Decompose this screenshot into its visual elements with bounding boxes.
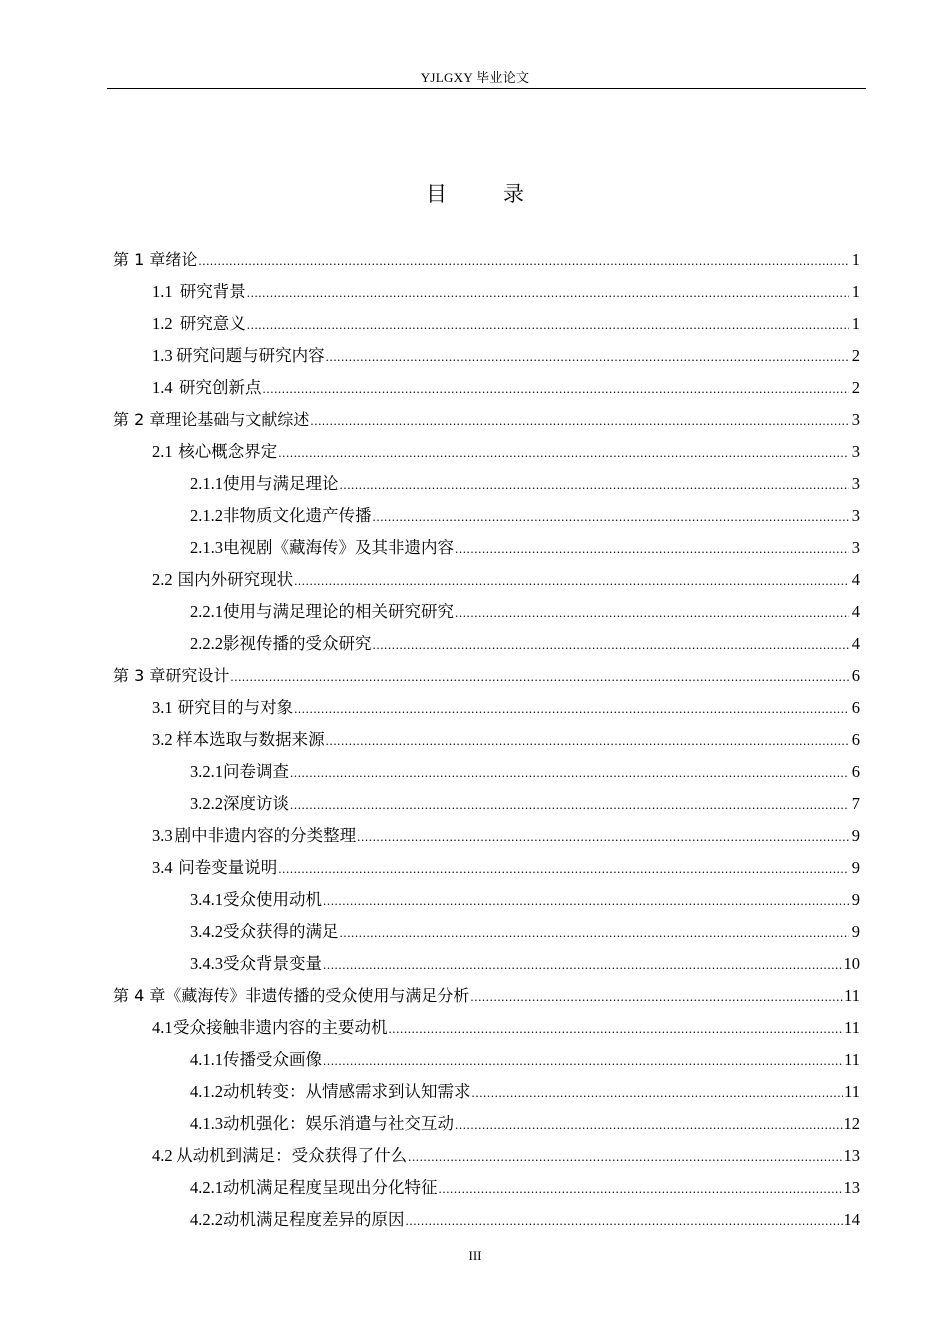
toc-entry-number: 2.1.2 (190, 506, 223, 525)
toc-entry[interactable] (113, 916, 860, 948)
toc-entry-page: 3 (851, 506, 860, 525)
toc-leader-dots (198, 245, 849, 277)
toc-entry-page: 4 (851, 570, 860, 589)
toc-entry-number: 3.4.1 (190, 890, 223, 909)
toc-entry[interactable] (113, 1108, 860, 1140)
toc-entry-number: 1.4 (152, 378, 173, 397)
toc-entry[interactable] (113, 532, 860, 564)
toc-entry-title: 绪论 (165, 250, 198, 269)
toc-entry-title: 核心概念界定 (178, 442, 278, 461)
toc-leader-dots (326, 725, 849, 757)
toc-entry[interactable] (113, 596, 860, 628)
toc-leader-dots (323, 1045, 843, 1077)
toc-entry-page: 1 (851, 282, 860, 301)
toc-entry[interactable] (113, 1172, 860, 1204)
toc-entry-number: 4.2.1 (190, 1178, 223, 1197)
toc-entry-number: 2.2.2 (190, 634, 223, 653)
toc-leader-dots (388, 1013, 843, 1045)
toc-entry-number: 1.3 (152, 346, 173, 365)
toc-leader-dots (290, 789, 849, 821)
toc-entry-number: 4.1.2 (190, 1082, 223, 1101)
toc-leader-dots (230, 661, 849, 693)
toc-entry[interactable] (113, 884, 860, 916)
toc-entry-page: 7 (851, 794, 860, 813)
toc-entry[interactable] (113, 660, 860, 692)
toc-leader-dots (455, 597, 849, 629)
toc-entry-page: 14 (843, 1210, 860, 1229)
toc-entry-number: 4.2 (152, 1146, 173, 1165)
toc-leader-dots (278, 437, 849, 469)
toc-entry-page: 6 (851, 666, 860, 685)
toc-entry-page: 6 (851, 698, 860, 717)
toc-entry[interactable] (113, 372, 860, 404)
toc-leader-dots (326, 341, 849, 373)
toc-leader-dots (373, 501, 850, 533)
toc-leader-dots (357, 821, 849, 853)
running-header: YJLGXY 毕业论文 (420, 70, 530, 85)
toc-entry-number: 4.2.2 (190, 1210, 223, 1229)
toc-entry[interactable] (113, 436, 860, 468)
toc-entry-number: 1.1 (152, 282, 173, 301)
toc-entry-title: 研究目的与对象 (177, 698, 294, 717)
toc-entry-page: 4 (851, 634, 860, 653)
toc-entry-title: 传播受众画像 (223, 1050, 322, 1069)
toc-entry-page: 6 (851, 762, 860, 781)
toc-entry[interactable] (113, 276, 860, 308)
toc-entry-number: 2.1 (152, 442, 173, 461)
toc-leader-dots (278, 853, 849, 885)
toc-entry[interactable] (113, 244, 860, 276)
toc-entry-page: 9 (851, 922, 860, 941)
toc-entry-page: 9 (851, 826, 860, 845)
toc-entry-number: 4.1 (152, 1018, 173, 1037)
toc-entry-title: 电视剧《藏海传》及其非遗内容 (223, 538, 454, 557)
toc-entry-number: 4.1.3 (190, 1114, 223, 1133)
toc-entry[interactable] (113, 692, 860, 724)
toc-entry[interactable] (113, 628, 860, 660)
toc-entry-number: 2.2 (152, 570, 173, 589)
toc-entry[interactable] (113, 948, 860, 980)
toc-entry-page: 6 (851, 730, 860, 749)
toc-entry-page: 9 (851, 858, 860, 877)
toc-leader-dots (340, 917, 850, 949)
toc-entry-page: 10 (843, 954, 860, 973)
toc-entry-number: 2.1.1 (190, 474, 223, 493)
toc-entry-page: 11 (844, 1050, 860, 1069)
toc-entry[interactable] (113, 308, 860, 340)
toc-entry[interactable] (113, 756, 860, 788)
toc-entry-page: 11 (844, 1018, 860, 1037)
toc-entry-number: 第 2 章 (113, 410, 166, 429)
toc-entry-title: 从动机到满足：受众获得了什么 (176, 1146, 408, 1165)
toc-entry-title: 问卷调查 (223, 762, 289, 781)
toc-title-char-1: 目 (426, 182, 447, 206)
toc-entry[interactable] (113, 724, 860, 756)
toc-entry-title: 动机满足程度差异的原因 (223, 1210, 405, 1229)
toc-entry[interactable] (113, 340, 860, 372)
toc-entry-number: 第 3 章 (113, 666, 166, 685)
toc-entry[interactable] (113, 1076, 860, 1108)
toc-title-char-2: 录 (503, 182, 524, 206)
header-rule (107, 88, 866, 89)
toc-entry-number: 2.1.3 (190, 538, 223, 557)
toc-entry[interactable] (113, 1140, 860, 1172)
toc-leader-dots (470, 981, 843, 1013)
toc-entry-page: 2 (851, 378, 860, 397)
toc-leader-dots (455, 533, 849, 565)
toc-entry-number: 第 4 章 (113, 986, 166, 1005)
toc-entry-title: 理论基础与文献综述 (165, 410, 310, 429)
toc-leader-dots (247, 309, 849, 341)
toc-leader-dots (373, 629, 850, 661)
toc-leader-dots (406, 1205, 843, 1237)
toc-entry[interactable] (113, 564, 860, 596)
toc-entry-number: 4.1.1 (190, 1050, 223, 1069)
toc-entry-number: 3.2.1 (190, 762, 223, 781)
toc-entry-title: 样本选取与数据来源 (176, 730, 325, 749)
toc-entry-title: 使用与满足理论 (223, 474, 339, 493)
toc-entry-title: 深度访谈 (223, 794, 289, 813)
toc-title (0, 178, 950, 208)
toc-entry-number: 第 1 章 (113, 250, 166, 269)
toc-leader-dots (455, 1109, 843, 1141)
toc-entry-page: 1 (851, 314, 860, 333)
toc-entry-page: 11 (844, 986, 860, 1005)
toc-entry-page: 11 (844, 1082, 860, 1101)
toc-entry-number: 3.4.2 (190, 922, 223, 941)
toc-entry-title: 《藏海传》非遗传播的受众使用与满足分析 (165, 986, 470, 1005)
toc-entry-number: 3.2 (152, 730, 173, 749)
toc-leader-dots (247, 277, 849, 309)
toc-leader-dots (263, 373, 849, 405)
toc-entry-number: 3.1 (152, 698, 173, 717)
toc-leader-dots (294, 565, 849, 597)
toc-entry-page: 13 (843, 1178, 860, 1197)
toc-entry-title: 动机满足程度呈现出分化特征 (223, 1178, 438, 1197)
toc-entry-page: 3 (851, 410, 860, 429)
toc-entry-number: 1.2 (152, 314, 173, 333)
toc-entry-page: 2 (851, 346, 860, 365)
toc-entry[interactable] (113, 788, 860, 820)
toc-entry-number: 2.2.1 (190, 602, 223, 621)
toc-entry[interactable] (113, 1044, 860, 1076)
toc-entry-page: 9 (851, 890, 860, 909)
toc-entry-page: 1 (851, 250, 860, 269)
toc-leader-dots (294, 693, 849, 725)
toc-entry-title: 受众背景变量 (223, 954, 322, 973)
toc-entry-number: 3.2.2 (190, 794, 223, 813)
toc-leader-dots (340, 469, 850, 501)
toc-entry-title: 研究意义 (179, 314, 246, 333)
toc-entry[interactable] (113, 500, 860, 532)
toc-entry-title: 动机转变：从情感需求到认知需求 (223, 1082, 471, 1101)
toc-entry-page: 4 (851, 602, 860, 621)
toc-leader-dots (310, 405, 849, 437)
toc-entry[interactable] (113, 820, 860, 852)
toc-entry-title: 使用与满足理论的相关研究研究 (223, 602, 454, 621)
toc-entry-title: 研究设计 (165, 666, 230, 685)
toc-leader-dots (439, 1173, 843, 1205)
toc-entry-title: 受众接触非遗内容的主要动机 (172, 1018, 388, 1037)
toc-entry-title: 问卷变量说明 (178, 858, 278, 877)
toc-entry-number: 3.3 (152, 826, 173, 845)
toc-entry-title: 影视传播的受众研究 (223, 634, 372, 653)
toc-entry[interactable] (113, 1012, 860, 1044)
toc-entry[interactable] (113, 980, 860, 1012)
toc-entry-title: 受众获得的满足 (223, 922, 339, 941)
toc-entry-number: 3.4.3 (190, 954, 223, 973)
toc-entry-number: 3.4 (152, 858, 173, 877)
toc-entry-page: 3 (851, 538, 860, 557)
toc-entry-title: 动机强化：娱乐消遣与社交互动 (223, 1114, 454, 1133)
toc-entry-title: 受众使用动机 (223, 890, 322, 909)
toc-entry-title: 国内外研究现状 (177, 570, 294, 589)
table-of-contents (113, 244, 860, 1236)
toc-entry-page: 12 (843, 1114, 860, 1133)
toc-entry-title: 研究创新点 (179, 378, 262, 397)
toc-leader-dots (323, 885, 849, 917)
toc-entry-title: 剧中非遗内容的分类整理 (174, 826, 357, 845)
toc-leader-dots (408, 1141, 842, 1173)
toc-entry-title: 非物质文化遗产传播 (223, 506, 372, 525)
toc-entry-title: 研究背景 (179, 282, 246, 301)
toc-entry-page: 3 (851, 474, 860, 493)
toc-entry-page: 13 (843, 1146, 860, 1165)
toc-entry-title: 研究问题与研究内容 (176, 346, 325, 365)
toc-leader-dots (472, 1077, 844, 1109)
page-number: III (468, 1248, 482, 1263)
toc-leader-dots (290, 757, 849, 789)
toc-entry[interactable] (113, 1204, 860, 1236)
toc-entry[interactable] (113, 852, 860, 884)
toc-entry-page: 3 (851, 442, 860, 461)
toc-leader-dots (323, 949, 843, 981)
toc-entry[interactable] (113, 404, 860, 436)
toc-entry[interactable] (113, 468, 860, 500)
